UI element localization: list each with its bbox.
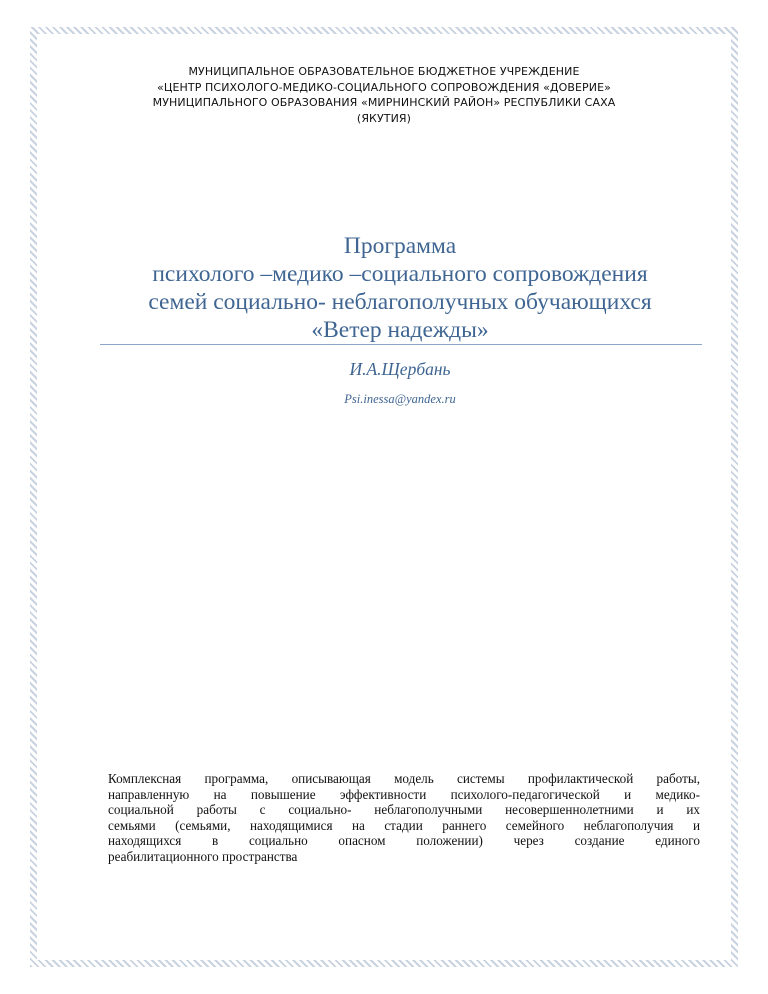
title-line: «Ветер надежды» (311, 317, 489, 343)
header-line: МУНИЦИПАЛЬНОЕ ОБРАЗОВАТЕЛЬНОЕ БЮДЖЕТНОЕ УЧРЕЖДЕНИЕ (188, 65, 580, 78)
abstract-line: семьями (семьями, находящимися на стадии раннего семейного неблагополучия и (108, 817, 700, 833)
title-divider (100, 344, 702, 345)
institution-header (100, 64, 668, 126)
abstract-line: социальной работы с социально- неблагополучными несовершеннолетними и их (108, 802, 700, 818)
abstract-paragraph (108, 771, 700, 865)
header-line: МУНИЦИПАЛЬНОГО ОБРАЗОВАНИЯ «МИРНИНСКИЙ РАЙОН» РЕСПУБЛИКИ САХА (152, 96, 616, 109)
document-title (100, 232, 700, 344)
author-name: И.А.Щербань (349, 359, 451, 379)
title-line: Программа (343, 233, 457, 259)
header-line: «ЦЕНТР ПСИХОЛОГО-МЕДИКО-СОЦИАЛЬНОГО СОПРОВОЖДЕНИЯ «ДОВЕРИЕ» (157, 80, 611, 94)
abstract-line: направленную на повышение эффективности психолого-педагогической и медико- (108, 786, 700, 802)
abstract-line: реабилитационного пространства (108, 848, 298, 864)
author-email: Psi.inessa@yandex.ru (344, 392, 456, 406)
header-line: (ЯКУТИЯ) (356, 111, 412, 125)
abstract-line: Комплексная программа, описывающая модель системы профилактической работы, (108, 771, 700, 786)
title-line: семей социально- неблагополучных обучающихся (148, 289, 652, 315)
abstract-line: находящихся в социально опасном положении) через создание единого (108, 833, 700, 849)
title-line: психолого –медико –социального сопровождения (152, 261, 648, 287)
